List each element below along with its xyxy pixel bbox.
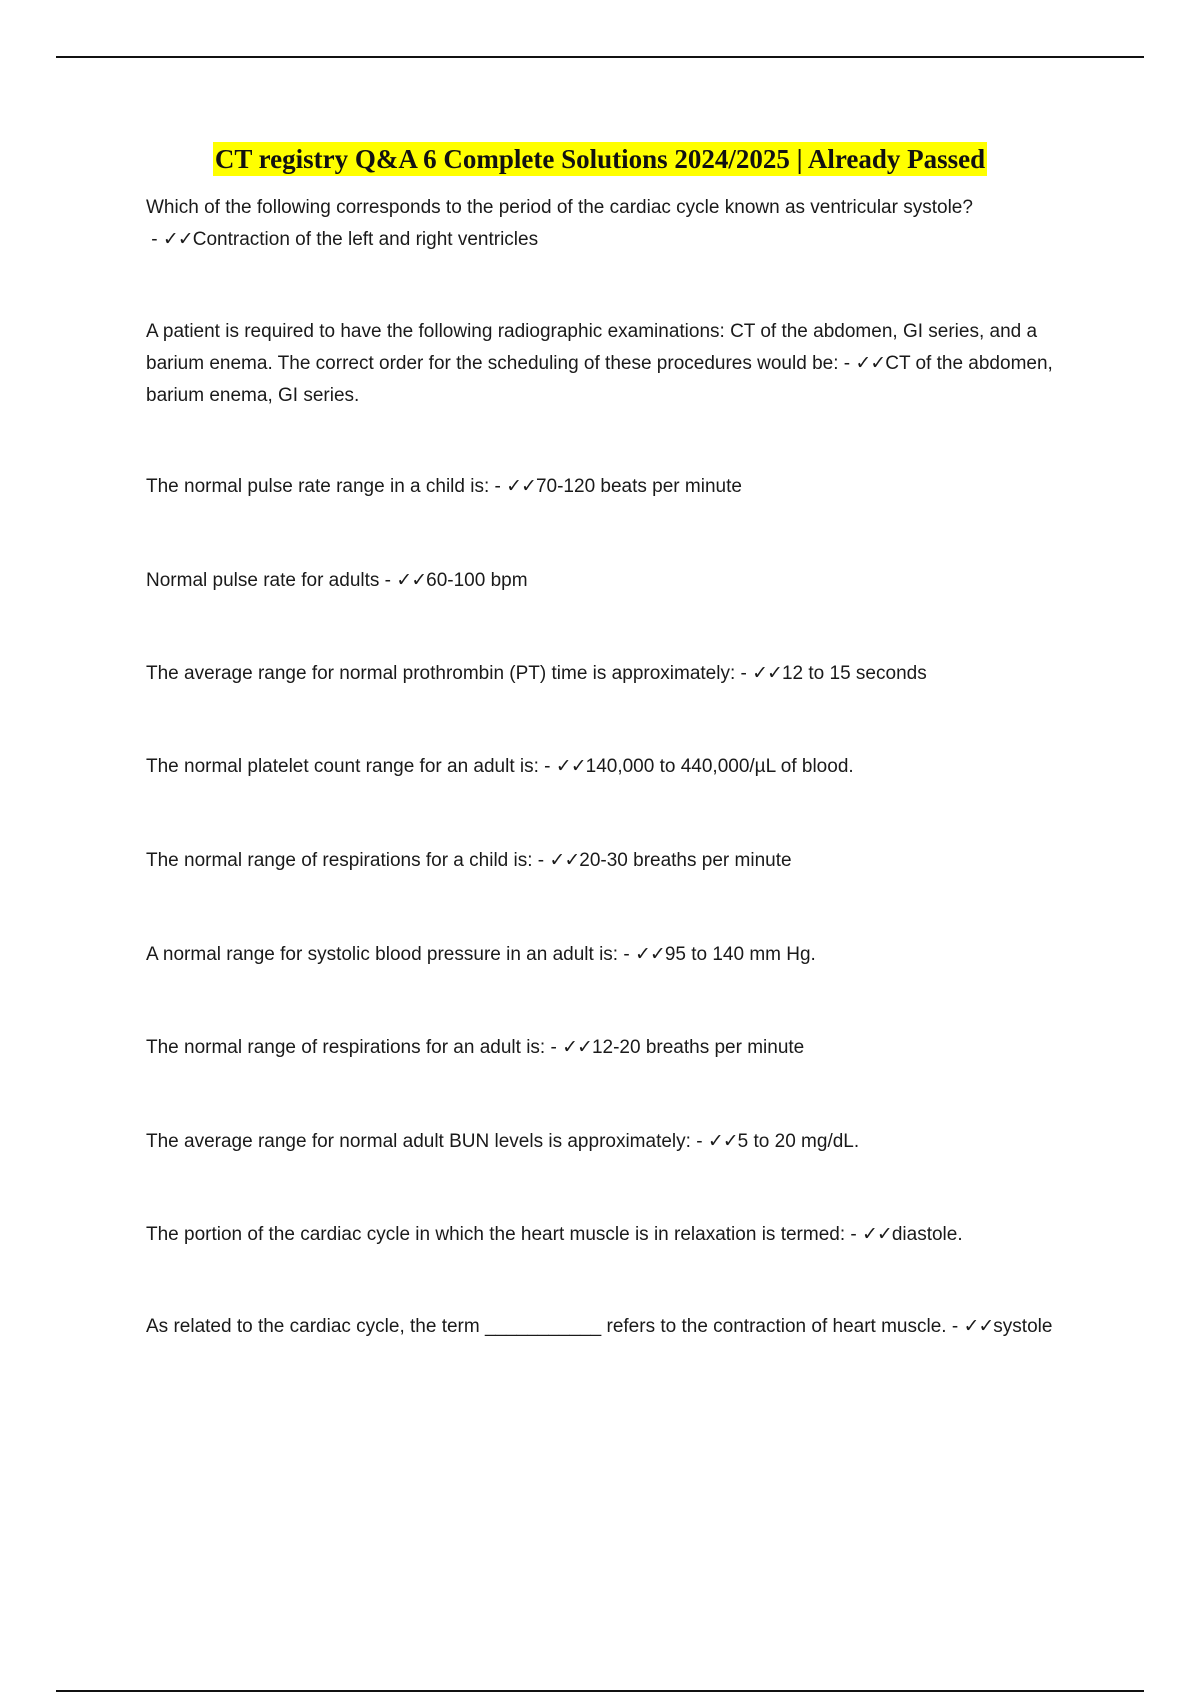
- question-text: As related to the cardiac cycle, the term ___________ refers to the contraction of heart muscle.: [146, 1316, 947, 1337]
- separator: -: [690, 1131, 708, 1152]
- separator: -: [146, 229, 163, 250]
- separator: -: [735, 663, 753, 684]
- answer-text: 60-100 bpm: [426, 570, 528, 591]
- qa-item-9: [146, 1032, 1096, 1064]
- check-icon: ✓✓: [396, 570, 427, 591]
- answer-text: 12 to 15 seconds: [781, 663, 927, 684]
- answer-text: diastole.: [891, 1224, 963, 1245]
- answer-text: 5 to 20 mg/dL.: [737, 1131, 860, 1152]
- separator: -: [489, 476, 507, 497]
- qa-item-11: [146, 1219, 1096, 1251]
- separator: -: [532, 850, 550, 871]
- check-icon: ✓✓: [862, 1224, 892, 1245]
- separator: -: [838, 353, 856, 374]
- separator: -: [618, 944, 635, 965]
- qa-item-12: [146, 1311, 1096, 1343]
- answer-text: 140,000 to 440,000/µL of blood.: [585, 756, 854, 777]
- check-icon: ✓✓: [634, 944, 665, 965]
- answer-text: Contraction of the left and right ventricles: [192, 229, 539, 250]
- check-icon: ✓✓: [162, 229, 193, 250]
- qa-item-7: [146, 845, 1096, 877]
- bottom-rule: [56, 1690, 1144, 1692]
- answer-text: 70-120 beats per minute: [535, 476, 742, 497]
- check-icon: ✓✓: [506, 476, 536, 497]
- check-icon: ✓✓: [562, 1037, 592, 1058]
- answer-text: 20-30 breaths per minute: [579, 850, 792, 871]
- check-icon: ✓✓: [855, 353, 886, 374]
- qa-item-2: [146, 316, 1096, 412]
- question-text: Normal pulse rate for adults: [146, 570, 380, 591]
- question-text: The portion of the cardiac cycle in which the heart muscle is in relaxation is termed:: [146, 1224, 846, 1245]
- separator: -: [545, 1037, 563, 1058]
- qa-item-5: [146, 658, 1096, 690]
- qa-item-6: [146, 751, 1096, 783]
- check-icon: ✓✓: [707, 1131, 738, 1152]
- separator: -: [845, 1224, 862, 1245]
- qa-item-1: [146, 192, 1096, 256]
- title-container: [0, 142, 1200, 176]
- question-text: A patient is required to have the following radiographic examinations: CT of the abdomen, GI series, and a barium enema. The correct order for the scheduling of these procedures would be:: [146, 321, 1038, 374]
- question-text: The normal platelet count range for an adult is:: [146, 756, 539, 777]
- answer-text: CT of the abdomen, barium enema, GI series.: [146, 353, 1053, 406]
- question-text: The normal range of respirations for a child is:: [146, 850, 533, 871]
- question-text: The average range for normal prothrombin (PT) time is approximately:: [146, 663, 736, 684]
- check-icon: ✓✓: [549, 850, 580, 871]
- answer-text: 95 to 140 mm Hg.: [664, 944, 816, 965]
- question-text: The normal range of respirations for an adult is:: [146, 1037, 546, 1058]
- question-text: Which of the following corresponds to the period of the cardiac cycle known as ventricular systole?: [146, 197, 973, 218]
- qa-item-4: [146, 565, 1096, 597]
- answer-text: 12-20 breaths per minute: [591, 1037, 805, 1058]
- question-text: The normal pulse rate range in a child is:: [146, 476, 490, 497]
- document-title: CT registry Q&A 6 Complete Solutions 2024/2025 | Already Passed: [214, 144, 986, 174]
- answer-text: systole: [993, 1316, 1053, 1337]
- question-text: The average range for normal adult BUN levels is approximately:: [146, 1131, 691, 1152]
- check-icon: ✓✓: [555, 756, 586, 777]
- top-rule: [56, 56, 1144, 58]
- check-icon: ✓✓: [963, 1316, 994, 1337]
- question-text: A normal range for systolic blood pressure in an adult is:: [146, 944, 619, 965]
- separator: -: [379, 570, 397, 591]
- qa-item-10: [146, 1126, 1096, 1158]
- check-icon: ✓✓: [752, 663, 782, 684]
- qa-item-3: [146, 471, 1096, 503]
- separator: -: [946, 1316, 964, 1337]
- separator: -: [538, 756, 556, 777]
- qa-item-8: [146, 939, 1096, 971]
